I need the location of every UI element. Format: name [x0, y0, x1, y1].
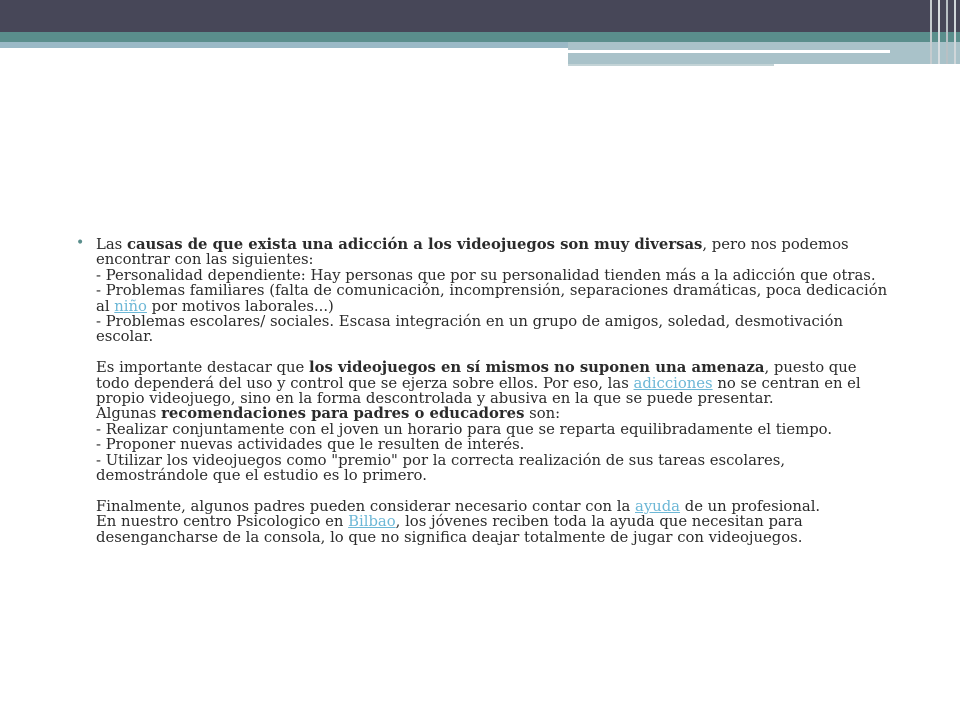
- header-blue-stripe: [0, 42, 568, 48]
- text-line: - Realizar conjuntamente con el joven un horario para que se reparta equilibradamente el tiempo.: [96, 420, 833, 438]
- link-adicciones[interactable]: adicciones: [633, 374, 713, 392]
- text-line: Es importante destacar que los videojuegos en sí mismos no suponen una amenaza, puesto que: [96, 359, 857, 377]
- text-line: al niño por motivos laborales...): [96, 297, 334, 315]
- text-line: encontrar con las siguientes:: [96, 251, 314, 269]
- link-bilbao[interactable]: Bilbao: [348, 513, 396, 531]
- text-line: demostrándole que el estudio es lo primero.: [96, 467, 427, 485]
- text-line: Las causas de que exista una adicción a los videojuegos son muy diversas, pero nos podemos: [96, 236, 849, 253]
- header-teal-stripe: [0, 32, 960, 42]
- text-line: Finalmente, algunos padres pueden considerar necesario contar con la ayuda de un profesional.: [96, 497, 821, 515]
- header-vertical-rule: [930, 0, 932, 64]
- slide-header-bar: [0, 0, 960, 32]
- link-ayuda[interactable]: ayuda: [635, 497, 681, 515]
- header-white-line: [566, 50, 890, 53]
- text-line: desengancharse de la consola, lo que no significa deajar totalmente de jugar con videojuegos.: [96, 528, 803, 546]
- link-nino[interactable]: niño: [114, 297, 147, 315]
- bullet-item: [76, 237, 906, 545]
- text-line: - Utilizar los videojuegos como "premio" por la correcta realización de sus tareas escolares,: [96, 451, 786, 469]
- header-right-block: [568, 42, 960, 64]
- header-under-line: [568, 64, 774, 66]
- text-line: - Problemas familiares (falta de comunicación, incomprensión, separaciones dramáticas, poca dedicación: [96, 282, 888, 300]
- text-line: - Personalidad dependiente: Hay personas que por su personalidad tienden más a la adicción que otras.: [96, 266, 876, 284]
- text-line: - Problemas escolares/ sociales. Escasa integración en un grupo de amigos, soledad, desmotivación: [96, 313, 843, 331]
- paragraph-gap: [96, 483, 906, 498]
- text-line: - Proponer nuevas actividades que le resulten de interés.: [96, 436, 525, 454]
- slide-body: [76, 237, 906, 545]
- header-vertical-rule: [946, 0, 948, 64]
- text-line: escolar.: [96, 328, 154, 346]
- text-line: todo dependerá del uso y control que se ejerza sobre ellos. Por eso, las adicciones no se centran en el: [96, 374, 861, 392]
- bullet-icon: •: [76, 235, 85, 251]
- text-line: Algunas recomendaciones para padres o educadores son:: [96, 405, 561, 423]
- header-vertical-rule: [938, 0, 940, 64]
- paragraph-gap: [96, 345, 906, 360]
- header-vertical-rule: [954, 0, 956, 64]
- text-line: propio videojuego, sino en la forma descontrolada y abusiva en la que se puede presentar.: [96, 390, 774, 408]
- text-line: En nuestro centro Psicologico en Bilbao, los jóvenes reciben toda la ayuda que necesitan para: [96, 513, 803, 531]
